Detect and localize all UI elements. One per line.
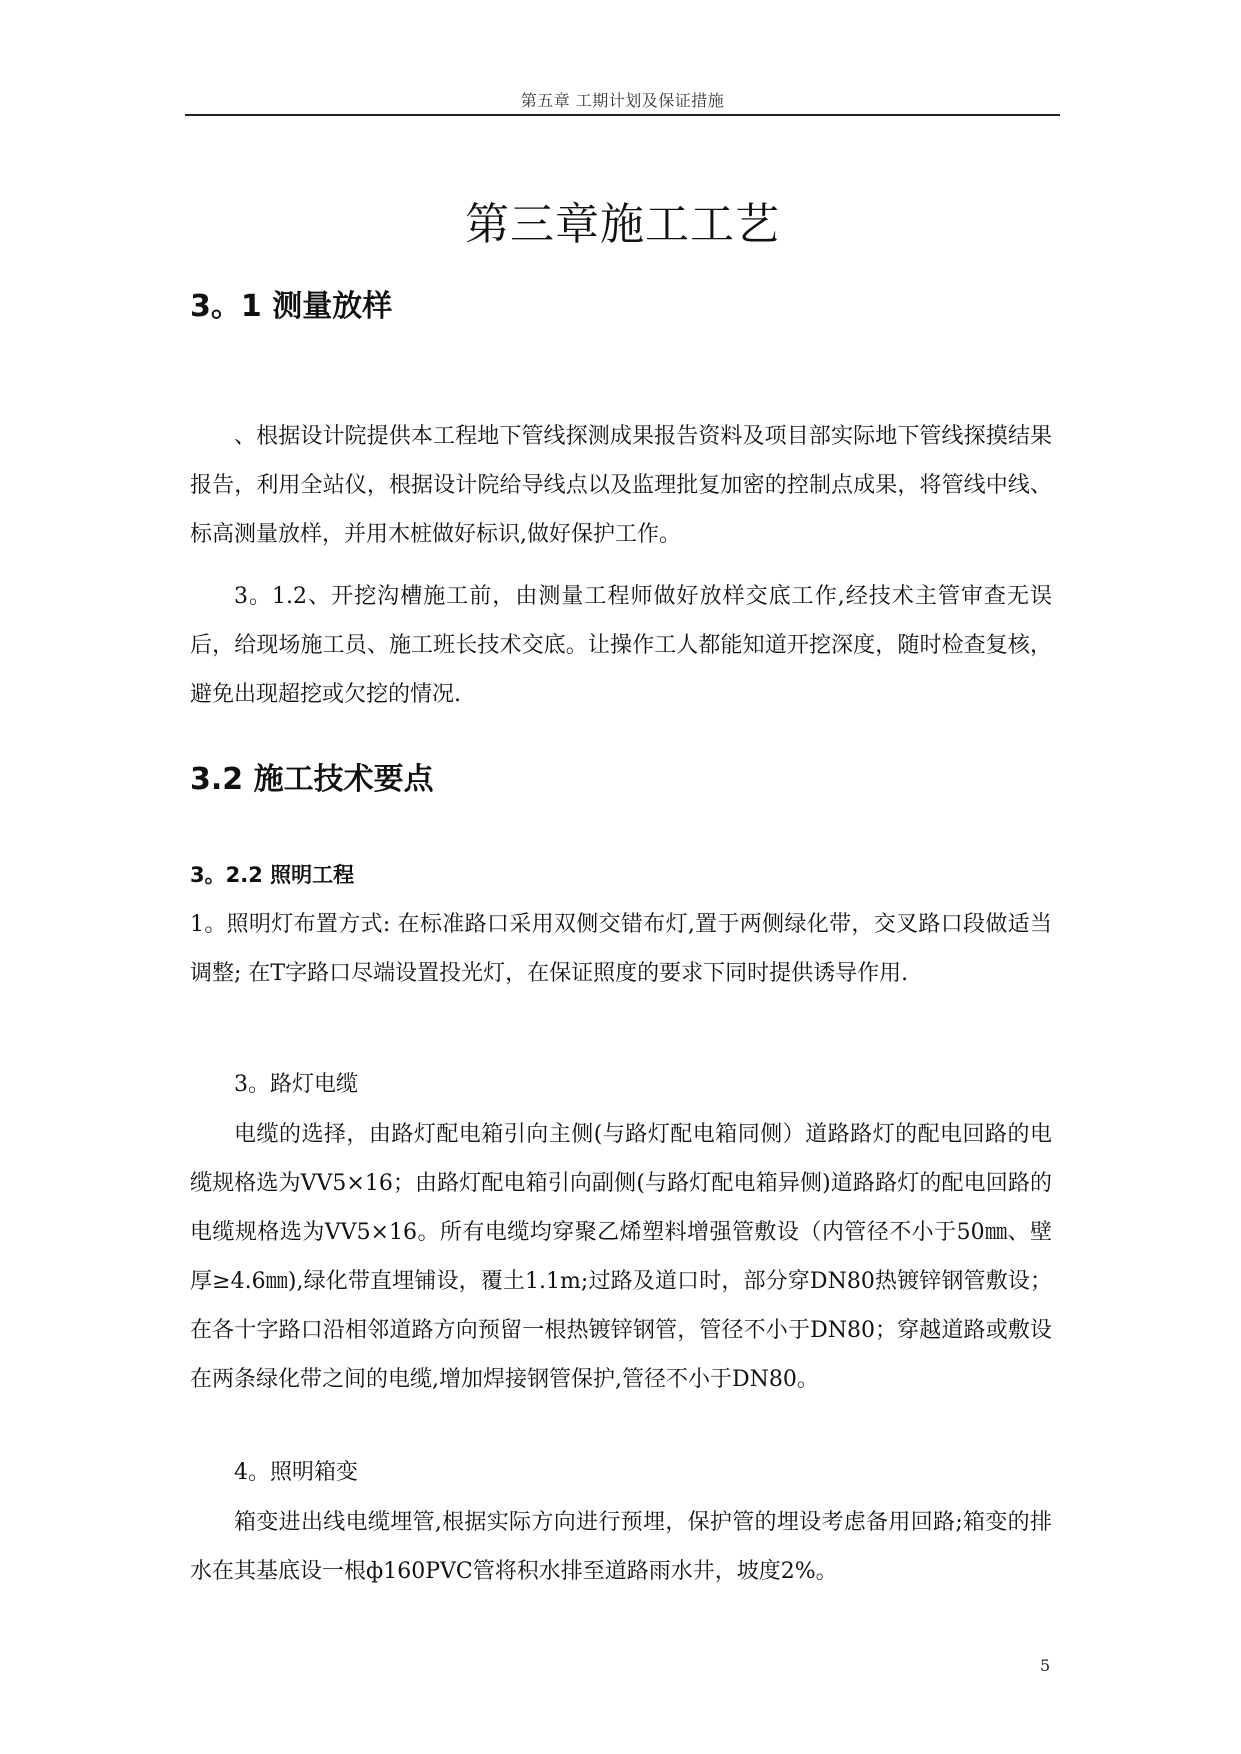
section-heading-3-2: 3.2 施工技术要点 (190, 762, 434, 797)
paragraph: 1。照明灯布置方式: 在标准路口采用双侧交错布灯,置于两侧绿化带，交叉路口段做适当调整; 在T字路口尽端设置投光灯，在保证照度的要求下同时提供诱导作用. (190, 912, 1052, 986)
header-rule (185, 114, 1060, 116)
paragraph: 箱变进出线电缆埋管,根据实际方向进行预埋，保护管的埋设考虑备用回路;箱变的排水在其基底设一根ф160PVC管将积水排至道路雨水井，坡度2%。 (190, 1510, 1052, 1584)
section-heading-3-1: 3。1 测量放样 (190, 289, 393, 324)
subsection-heading: 3。2.2 照明工程 (190, 863, 355, 887)
paragraph: 4。照明箱变 (234, 1460, 358, 1485)
chapter-title: 第三章施工工艺 (465, 199, 780, 250)
paragraph: 电缆的选择，由路灯配电箱引向主侧(与路灯配电箱同侧）道路路灯的配电回路的电缆规格选为VV5×16；由路灯配电箱引向副侧(与路灯配电箱异侧)道路路灯的配电回路的电缆规格选为VV5×16。所有电缆均穿聚乙烯塑料增强管敷设（内管径不小于50㎜、壁厚≥4.6㎜),绿化带直埋铺设，覆土1.1m;过路及道口时，部分穿DN80热镀锌钢管敷设；在各十字路口沿相邻道路方向预留一根热镀锌钢管，管径不小于DN80；穿越道路或敷设在两条绿化带之间的电缆,增加焊接钢管保护,管径不小于DN80。 (190, 1122, 1052, 1392)
paragraph: 3。1.2、开挖沟槽施工前，由测量工程师做好放样交底工作,经技术主管审查无误后，给现场施工员、施工班长技术交底。让操作工人都能知道开挖深度，随时检查复核，避免出现超挖或欠挖的情况. (190, 584, 1052, 707)
paragraph: 、根据设计院提供本工程地下管线探测成果报告资料及项目部实际地下管线探摸结果报告，利用全站仪，根据设计院给导线点以及监理批复加密的控制点成果，将管线中线、标高测量放样，并用木桩做好标识,做好保护工作。 (190, 424, 1052, 547)
page-number: 5 (1040, 1656, 1051, 1675)
running-header: 第五章 工期计划及保证措施 (520, 91, 725, 110)
paragraph: 3。路灯电缆 (234, 1072, 358, 1097)
